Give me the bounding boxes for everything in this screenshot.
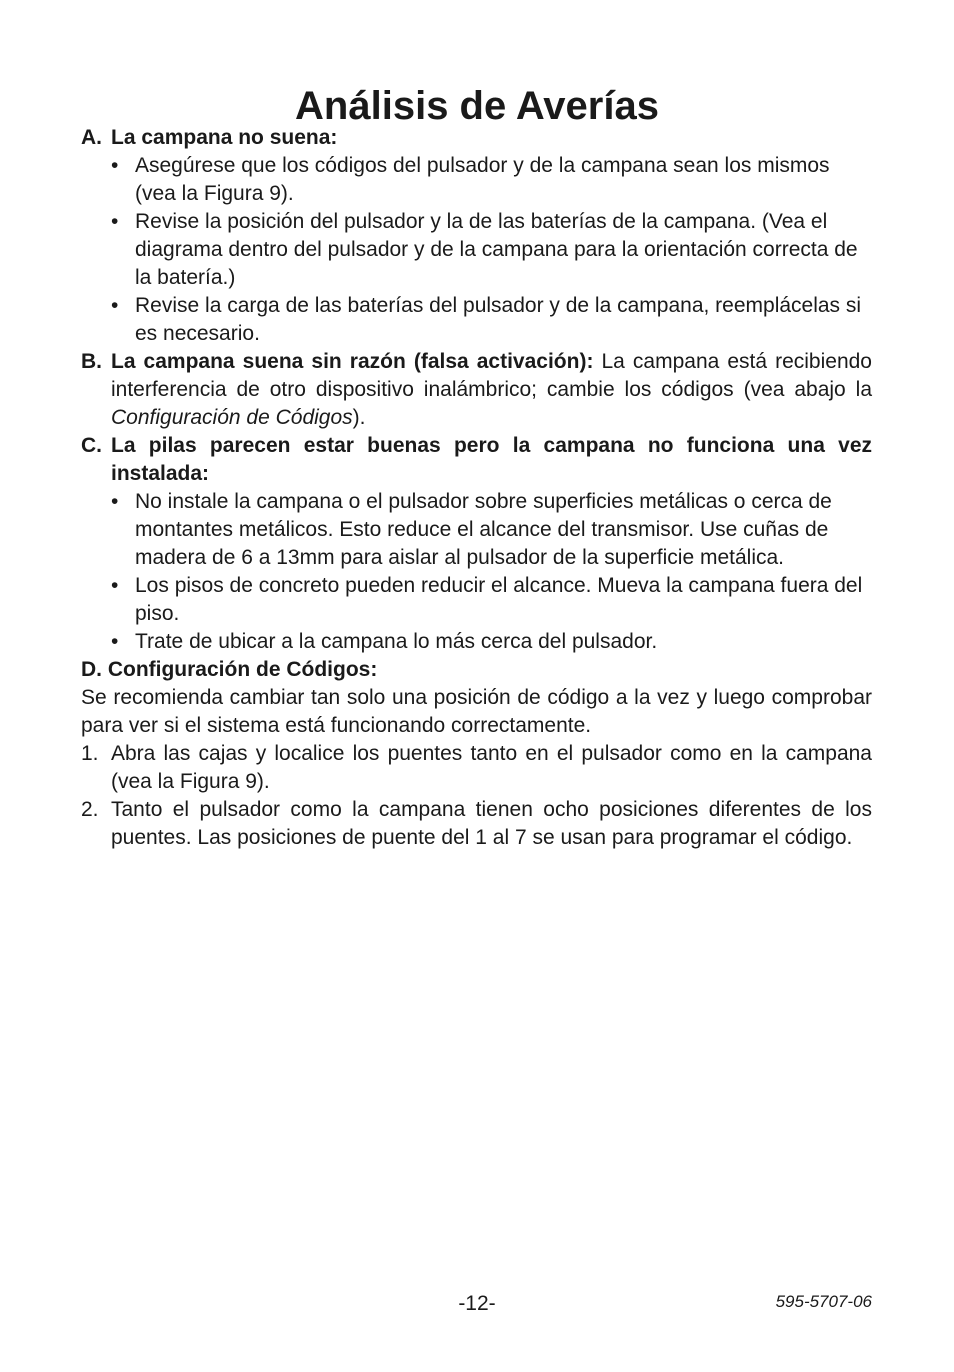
- section-a-heading: La campana no suena:: [111, 126, 338, 149]
- bullet-icon: •: [111, 490, 119, 513]
- step-item: [81, 740, 872, 796]
- section-b-heading: La campana suena sin razón (falsa activación):: [111, 350, 594, 373]
- section-d-intro: Se recomienda cambiar tan solo una posición de código a la vez y luego comprobar para ver si el sistema está funcionando correctamente.: [81, 686, 872, 737]
- section-c-label: C.: [81, 434, 102, 457]
- section-b-end: ).: [352, 406, 366, 429]
- section-a: [81, 124, 872, 152]
- bullet-text: No instale la campana o el pulsador sobre superficies metálicas o cerca de montantes metálicos. Esto reduce el alcance del transmisor. Use cuñas de madera de 6 a 13mm para aislar al pulsador de la superficie metálica.: [135, 490, 832, 569]
- bullet-icon: •: [111, 294, 119, 317]
- step-number: 1.: [81, 742, 99, 765]
- document-body: [81, 124, 872, 852]
- section-a-bullets: [81, 152, 872, 348]
- section-c-bullets: [81, 488, 872, 656]
- step-item: [81, 796, 872, 852]
- step-text: Tanto el pulsador como la campana tienen ocho posiciones diferentes de los puentes. Las posiciones de puente del 1 al 7 se usan para programar el código.: [111, 798, 872, 849]
- section-c-heading: La pilas parecen estar buenas pero la campana no funciona una vez instalada:: [111, 434, 872, 485]
- list-item: [81, 152, 872, 208]
- list-item: [81, 292, 872, 348]
- list-item: [81, 572, 872, 628]
- step-number: 2.: [81, 798, 99, 821]
- section-b-label: B.: [81, 350, 102, 373]
- bullet-icon: •: [111, 154, 119, 177]
- bullet-text: Los pisos de concreto pueden reducir el alcance. Mueva la campana fuera del piso.: [135, 574, 863, 625]
- bullet-text: Trate de ubicar a la campana lo más cerca del pulsador.: [135, 630, 658, 653]
- list-item: [81, 208, 872, 292]
- list-item: [81, 488, 872, 572]
- bullet-text: Asegúrese que los códigos del pulsador y de la campana sean los mismos (vea la Figura 9).: [135, 154, 830, 205]
- section-d-heading: D. Configuración de Códigos:: [81, 658, 378, 681]
- section-b: [81, 348, 872, 432]
- section-b-reference: Configuración de Códigos: [111, 406, 353, 429]
- bullet-text: Revise la carga de las baterías del pulsador y de la campana, reemplácelas si es necesario.: [135, 294, 862, 345]
- list-item: [81, 628, 872, 656]
- document-code: 595-5707-06: [775, 1292, 872, 1311]
- step-text: Abra las cajas y localice los puentes tanto en el pulsador como en la campana (vea la Figura 9).: [111, 742, 872, 793]
- section-b-text: La campana está recibiendo interferencia de otro dispositivo inalámbrico; cambie los códigos (vea abajo la: [111, 350, 872, 401]
- bullet-icon: •: [111, 574, 119, 597]
- section-c: [81, 432, 872, 488]
- bullet-icon: •: [111, 210, 119, 233]
- page-number: -12-: [458, 1292, 496, 1315]
- page-title: Análisis de Averías: [295, 84, 659, 128]
- bullet-icon: •: [111, 630, 119, 653]
- section-a-label: A.: [81, 126, 102, 149]
- bullet-text: Revise la posición del pulsador y la de las baterías de la campana. (Vea el diagrama dentro del pulsador y de la campana para la orientación correcta de la batería.): [135, 210, 858, 289]
